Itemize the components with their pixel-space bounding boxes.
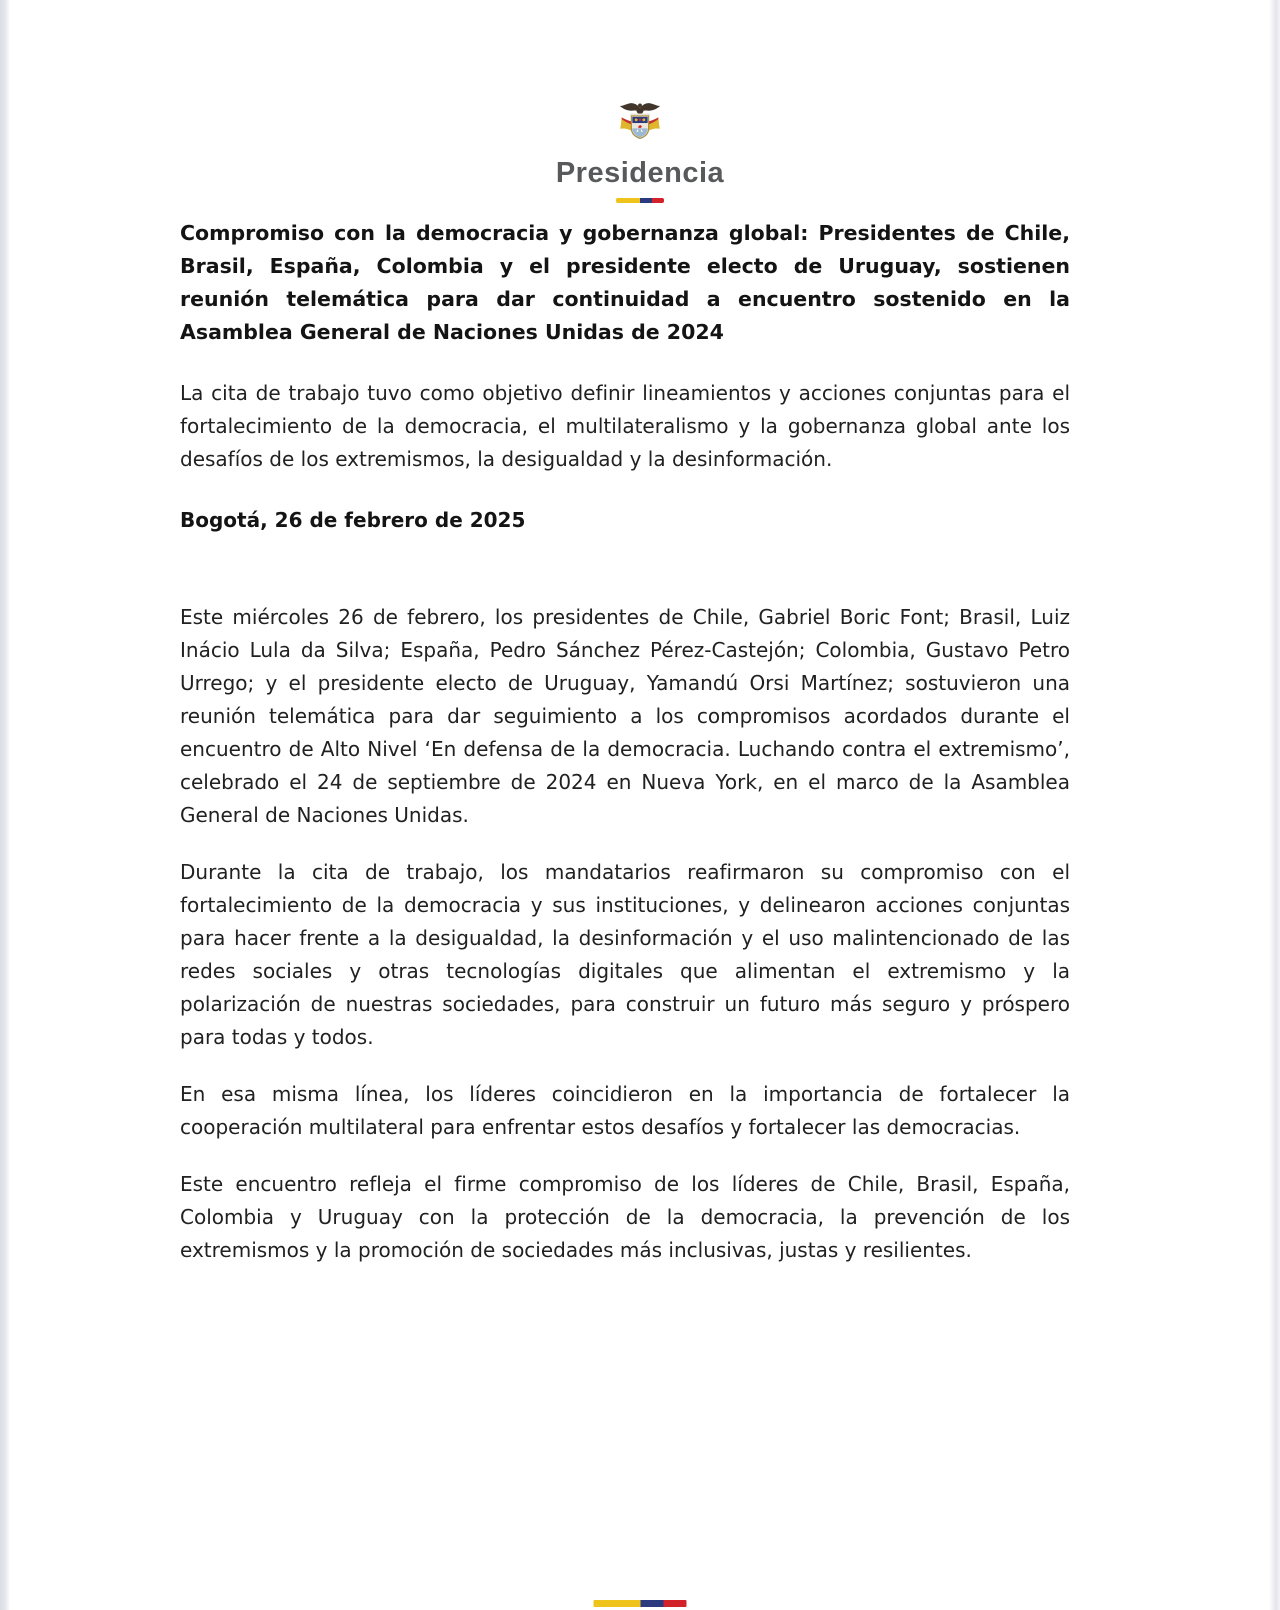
body-paragraphs xyxy=(180,601,1070,1267)
body-paragraph: Este miércoles 26 de febrero, los presidentes de Chile, Gabriel Boric Font; Brasil, Luiz Inácio Lula da Silva; España, Pedro Sánchez Pérez-Castejón; Colombia, Gustavo Petro Urrego; y el presidente electo de Uruguay, Yamandú Orsi Martínez; sostuvieron una reunión telemática para dar seguimiento a los compromisos acordados durante el encuentro de Alto Nivel ‘En defensa de la democracia. Luchando contra el extremismo’, celebrado el 24 de septiembre de 2024 en Nueva York, en el marco de la Asamblea General de Naciones Unidas. xyxy=(180,605,1070,827)
body-paragraph: Durante la cita de trabajo, los mandatarios reafirmaron su compromiso con el fortalecimiento de la democracia y sus instituciones, y delinearon acciones conjuntas para hacer frente a la desigualdad, la desinformación y el uso malintencionado de las redes sociales y otras tecnologías digitales que alimentan el extremismo y la polarización de nuestras sociedades, para construir un futuro más seguro y próspero para todas y todos. xyxy=(180,860,1070,1049)
body-paragraph: En esa misma línea, los líderes coincidieron en la importancia de fortalecer la cooperación multilateral para enfrentar estos desafíos y fortalecer las democracias. xyxy=(180,1082,1070,1139)
body-paragraph: Este encuentro refleja el firme compromiso de los líderes de Chile, Brasil, España, Colombia y Uruguay con la protección de la democracia, la prevención de los extremismos y la promoción de sociedades más inclusivas, justas y resilientes. xyxy=(180,1172,1070,1262)
flag-stripe-yellow xyxy=(616,198,640,203)
lede-paragraph: La cita de trabajo tuvo como objetivo definir lineamientos y acciones conjuntas para el fortalecimiento de la democracia, el multilateralismo y la gobernanza global ante los desafíos de los extremismos, la desigualdad y la desinformación. xyxy=(180,381,1070,471)
letterhead xyxy=(0,0,1280,203)
colombia-coat-of-arms-icon xyxy=(616,100,664,152)
page-left-shadow xyxy=(0,0,10,1610)
flag-divider xyxy=(616,198,664,203)
presidencia-wordmark: Presidencia xyxy=(555,157,725,189)
flag-stripe-red xyxy=(663,1600,686,1607)
flag-stripe-yellow xyxy=(594,1600,641,1607)
flag-footer xyxy=(594,1600,687,1607)
press-release xyxy=(180,217,1070,1267)
page-right-shadow xyxy=(1269,0,1280,1610)
flag-stripe-blue xyxy=(640,198,652,203)
flag-stripe-blue xyxy=(640,1600,663,1607)
dateline: Bogotá, 26 de febrero de 2025 xyxy=(180,508,526,532)
flag-stripe-red xyxy=(652,198,664,203)
headline: Compromiso con la democracia y gobernanza global: Presidentes de Chile, Brasil, España, Colombia y el presidente electo de Uruguay, sostienen reunión telemática para dar continuidad a encuentro sostenido en la Asamblea General de Naciones Unidas de 2024 xyxy=(180,221,1070,344)
